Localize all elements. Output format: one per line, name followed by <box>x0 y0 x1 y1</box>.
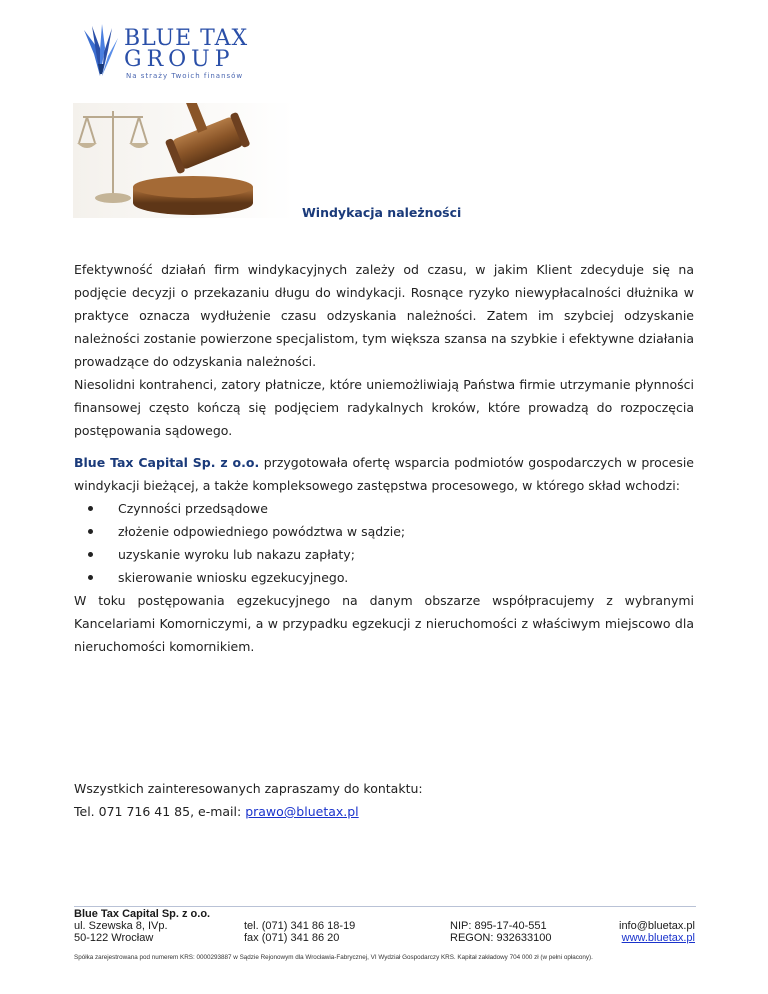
document-title: Windykacja należności <box>302 205 462 220</box>
company-name: Blue Tax Capital Sp. z o.o. <box>74 455 260 470</box>
bullet-icon <box>88 575 93 580</box>
footer-registration-note: Spółka zarejestrowana pod numerem KRS: 0000293887 w Sądzie Rejonowym dla Wrocławia-Fabrycznej, VI Wydział Gospodarczy KRS. Kapitał zakładowy 704 000 zł (w pełni opłacony). <box>74 954 593 961</box>
footer-street: ul. Szewska 8, IVp. <box>74 920 168 932</box>
paragraph-unreliable-contractors: Niesolidni kontrahenci, zatory płatnicze, które uniemożliwiają Państwa firmie utrzymanie płynności finansowej często kończą się podjęciem radykalnych kroków, które prowadzą do rozpoczęcia postępowania sądowego. <box>74 377 694 438</box>
offer-text: przygotowała ofertę wsparcia podmiotów gospodarczych w procesie windykacji bieżącej, a także kompleksowego zastępstwa procesowego, w którego skład wchodzi: <box>74 455 694 493</box>
logo-subtitle: GROUP <box>124 47 235 72</box>
footer-online <box>605 920 695 944</box>
paragraph-effectiveness: Efektywność działań firm windykacyjnych zależy od czasu, w jakim Klient zdecyduje się na podjęcie decyzji o przekazaniu długu do windykacji. Rosnące ryzyko niewypłacalności dłużnika w praktyce oznacza wydłużenie czasu odzyskania należności. Zatem im szybciej odzyskanie należności zostanie powierzone specjalistom, tym większa szansa na szybkie i efektywne działania prowadzące do odzyskania należności. <box>74 262 694 369</box>
bullet-icon <box>88 552 93 557</box>
company-logo <box>80 24 270 82</box>
contact-line <box>74 800 423 823</box>
footer-tel: tel. (071) 341 86 18-19 <box>244 920 356 932</box>
paragraph-enforcement: W toku postępowania egzekucyjnego na danym obszarze współpracujemy z wybranymi Kancelariami Komorniczymi, a w przypadku egzekucji z nieruchomości z właściwym miejscowo dla nieruchomości komornikiem. <box>74 593 694 654</box>
footer-website-link[interactable]: www.bluetax.pl <box>621 932 695 944</box>
footer-divider <box>74 906 696 907</box>
list-item: skierowanie wniosku egzekucyjnego. <box>74 566 694 589</box>
list-item: Czynności przedsądowe <box>74 497 694 520</box>
gavel-image <box>73 103 294 218</box>
contact-phone: Tel. 071 716 41 85, e-mail: <box>74 804 246 819</box>
paragraph-offer <box>74 451 694 497</box>
footer-email: info@bluetax.pl <box>619 920 695 932</box>
footer-address <box>74 908 210 944</box>
contact-section <box>74 777 423 823</box>
footer-city: 50-122 Wrocław <box>74 932 154 944</box>
footer-fax: fax (071) 341 86 20 <box>244 932 340 944</box>
eagle-logo-icon <box>80 24 120 78</box>
body-section-1 <box>74 258 694 442</box>
footer-ids <box>450 920 552 944</box>
services-list <box>74 497 694 589</box>
footer-company: Blue Tax Capital Sp. z o.o. <box>74 908 211 920</box>
bullet-icon <box>88 506 93 511</box>
contact-email-link[interactable]: prawo@bluetax.pl <box>245 804 359 819</box>
logo-tagline: Na straży Twoich finansów <box>126 72 244 80</box>
list-item: uzyskanie wyroku lub nakazu zapłaty; <box>74 543 694 566</box>
body-section-2 <box>74 451 694 658</box>
footer-regon: REGON: 932633100 <box>450 932 552 944</box>
list-item: złożenie odpowiedniego powództwa w sądzie; <box>74 520 694 543</box>
contact-invite: Wszystkich zainteresowanych zapraszamy do kontaktu: <box>74 781 423 796</box>
footer-phones <box>244 920 355 944</box>
footer-nip: NIP: 895-17-40-551 <box>450 920 547 932</box>
logo-title: BLUE TAX <box>124 26 249 51</box>
bullet-icon <box>88 529 93 534</box>
